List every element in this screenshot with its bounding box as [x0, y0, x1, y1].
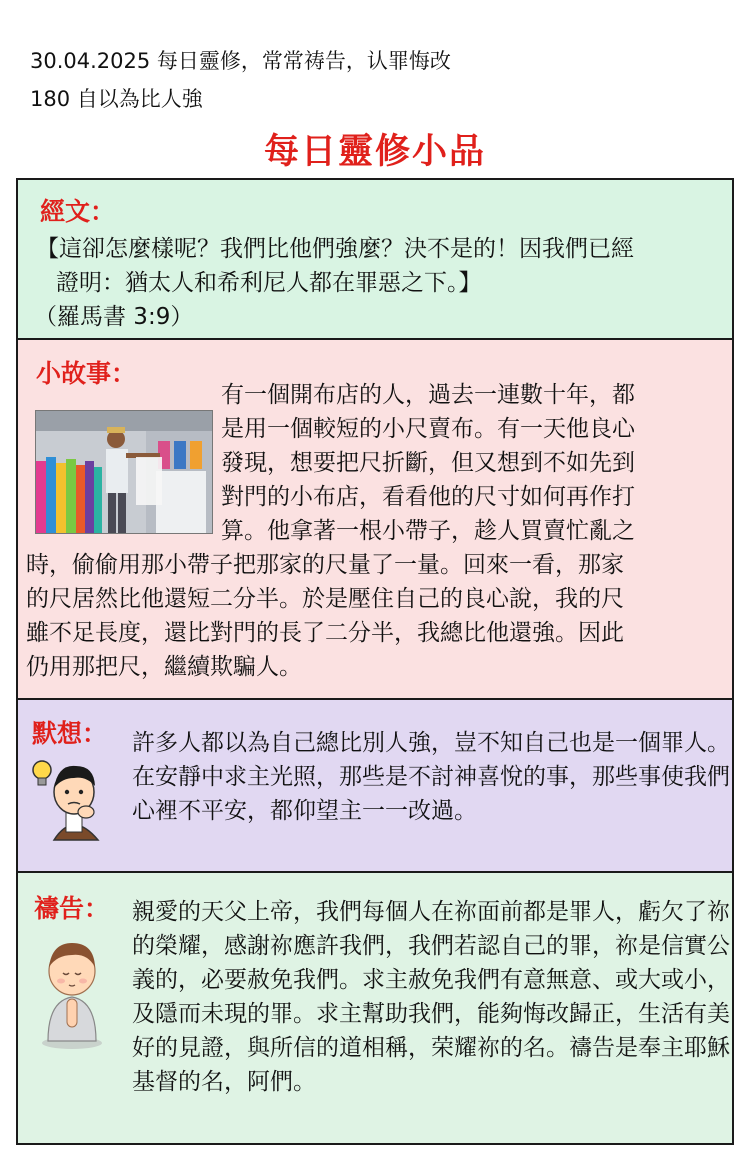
thinking-boy-icon [28, 750, 118, 854]
story-line: 有一個開布店的人，過去一連數十年，都 [221, 382, 635, 408]
page-title: 每日靈修小品 [263, 132, 486, 172]
praying-child-icon [32, 931, 112, 1055]
prayer-label: 禱告： [34, 894, 110, 923]
story-label: 小故事： [36, 359, 137, 388]
story-line: 雖不足長度，還比對門的長了二分半，我總比他還強。因此 [26, 620, 624, 646]
prayer-panel [16, 871, 734, 1145]
scripture-line-2: 證明：猶太人和希利尼人都在罪惡之下。】 [56, 270, 482, 296]
scripture-panel [16, 178, 734, 340]
story-line: 發現，想要把尺折斷，但又想到不如先到 [221, 450, 635, 476]
story-line: 仍用那把尺，繼續欺騙人。 [26, 654, 302, 680]
story-panel [16, 338, 734, 700]
scripture-label: 經文： [40, 197, 116, 226]
story-line: 算。他拿著一根小帶子，趁人買賣忙亂之 [221, 518, 635, 544]
story-line: 的尺居然比他還短二分半。於是壓住自己的良心說，我的尺 [26, 586, 624, 612]
meditation-panel [16, 698, 734, 873]
scripture-reference: （羅馬書 3:9） [34, 304, 194, 330]
meditation-label: 默想： [32, 719, 108, 748]
cloth-shop-photo [35, 410, 213, 534]
header-date-line: 30.04.2025 每日靈修，常常祷告，认罪悔改 [30, 49, 451, 73]
story-line: 時，偷偷用那小帶子把那家的尺量了一量。回來一看，那家 [26, 552, 624, 578]
scripture-line-1: 【這卻怎麼樣呢？我們比他們強麼？決不是的！因我們已經 [36, 236, 634, 262]
header [30, 42, 451, 118]
story-line: 對門的小布店，看看他的尺寸如何再作打 [221, 484, 635, 510]
meditation-text: 許多人都以為自己總比別人強，豈不知自己也是一個罪人。在安靜中求主光照，那些是不討神喜悅的事，那些事使我們心裡不平安，都仰望主一一改過。 [132, 730, 730, 824]
story-line: 是用一個較短的小尺賣布。有一天他良心 [221, 416, 635, 442]
prayer-text: 親愛的天父上帝，我們每個人在祢面前都是罪人，虧欠了祢的榮耀，感謝祢應許我們，我們若認自己的罪，祢是信實公義的，必要赦免我們。求主赦免我們有意無意、或大或小，及隱而未現的罪。求主幫助我們，能夠悔改歸正，生活有美好的見證，與所信的道相稱，荣耀祢的名。禱告是奉主耶穌基督的名，阿們。 [132, 899, 730, 1095]
header-topic-line: 180 自以為比人強 [30, 87, 203, 111]
